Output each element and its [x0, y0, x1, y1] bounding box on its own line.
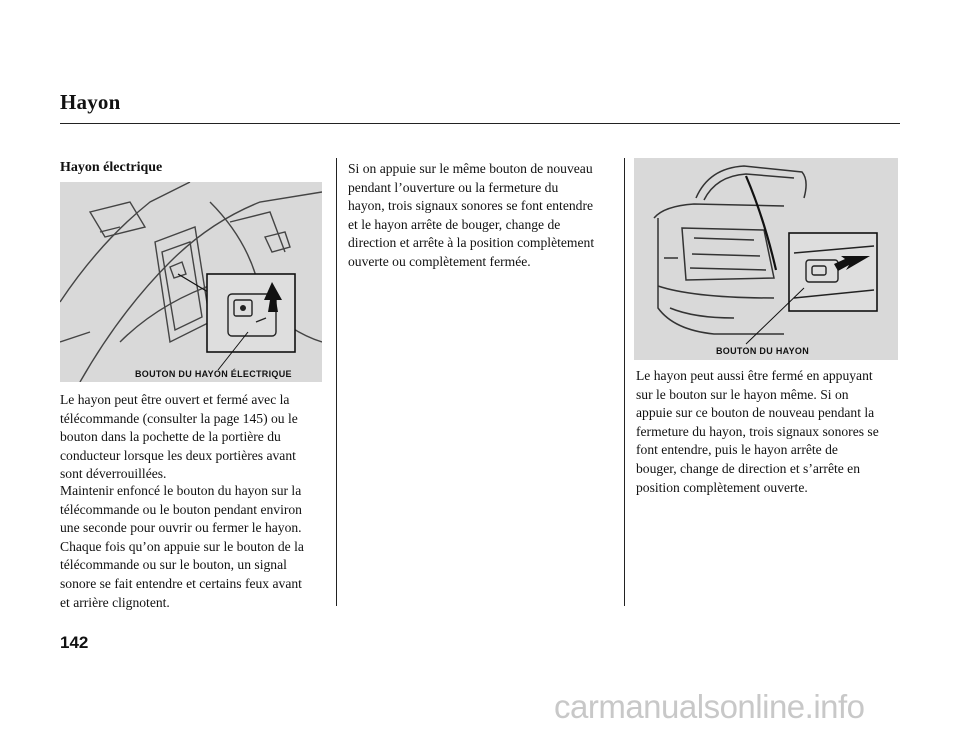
middle-paragraph-1: Si on appuie sur le même bouton de nouveau pendant l’ouverture ou la fermeture du hayon, trois signaux sonores se font entendre et le hayon arrête de bouger, change de direction et arrête à la position complètement ouverte ou complètement fermée.	[348, 161, 595, 269]
column-divider-right	[624, 158, 625, 606]
left-paragraph-1: Le hayon peut être ouvert et fermé avec la télécommande (consulter la page 145) ou le bouton dans la pochette de la portière du conducteur lorsque les deux portières avant sont déverrouillées.	[60, 392, 298, 482]
power-tailgate-figure-caption: BOUTON DU HAYON ÉLECTRIQUE	[135, 369, 292, 379]
left-paragraph-2: Maintenir enfoncé le bouton du hayon sur la télécommande ou le bouton pendant environ une seconde pour ouvrir ou fermer le hayon. Chaque fois qu’on appuie sur le bouton de la télécommande ou sur le bouton, un signal sonore se fait entendre et certains feux avant et arrière clignotent.	[60, 483, 304, 610]
right-paragraph-1: Le hayon peut aussi être fermé en appuyant sur le bouton sur le hayon même. Si on appuie sur ce bouton de nouveau pendant la fermeture du hayon, trois signaux sonores se font entendre, puis le hayon arrête de bouger, change de direction et s’arrête en position complètement ouverte.	[636, 368, 879, 495]
page-number: 142	[60, 633, 89, 652]
tailgate-figure-caption: BOUTON DU HAYON	[716, 346, 810, 356]
column-divider-left	[336, 158, 337, 606]
power-tailgate-button-figure	[60, 182, 322, 382]
tailgate-button-figure	[634, 158, 898, 360]
page-title: Hayon	[60, 90, 121, 114]
section-heading: Hayon électrique	[60, 160, 163, 175]
title-rule	[60, 123, 900, 124]
watermark: carmanualsonline.info	[554, 688, 865, 725]
